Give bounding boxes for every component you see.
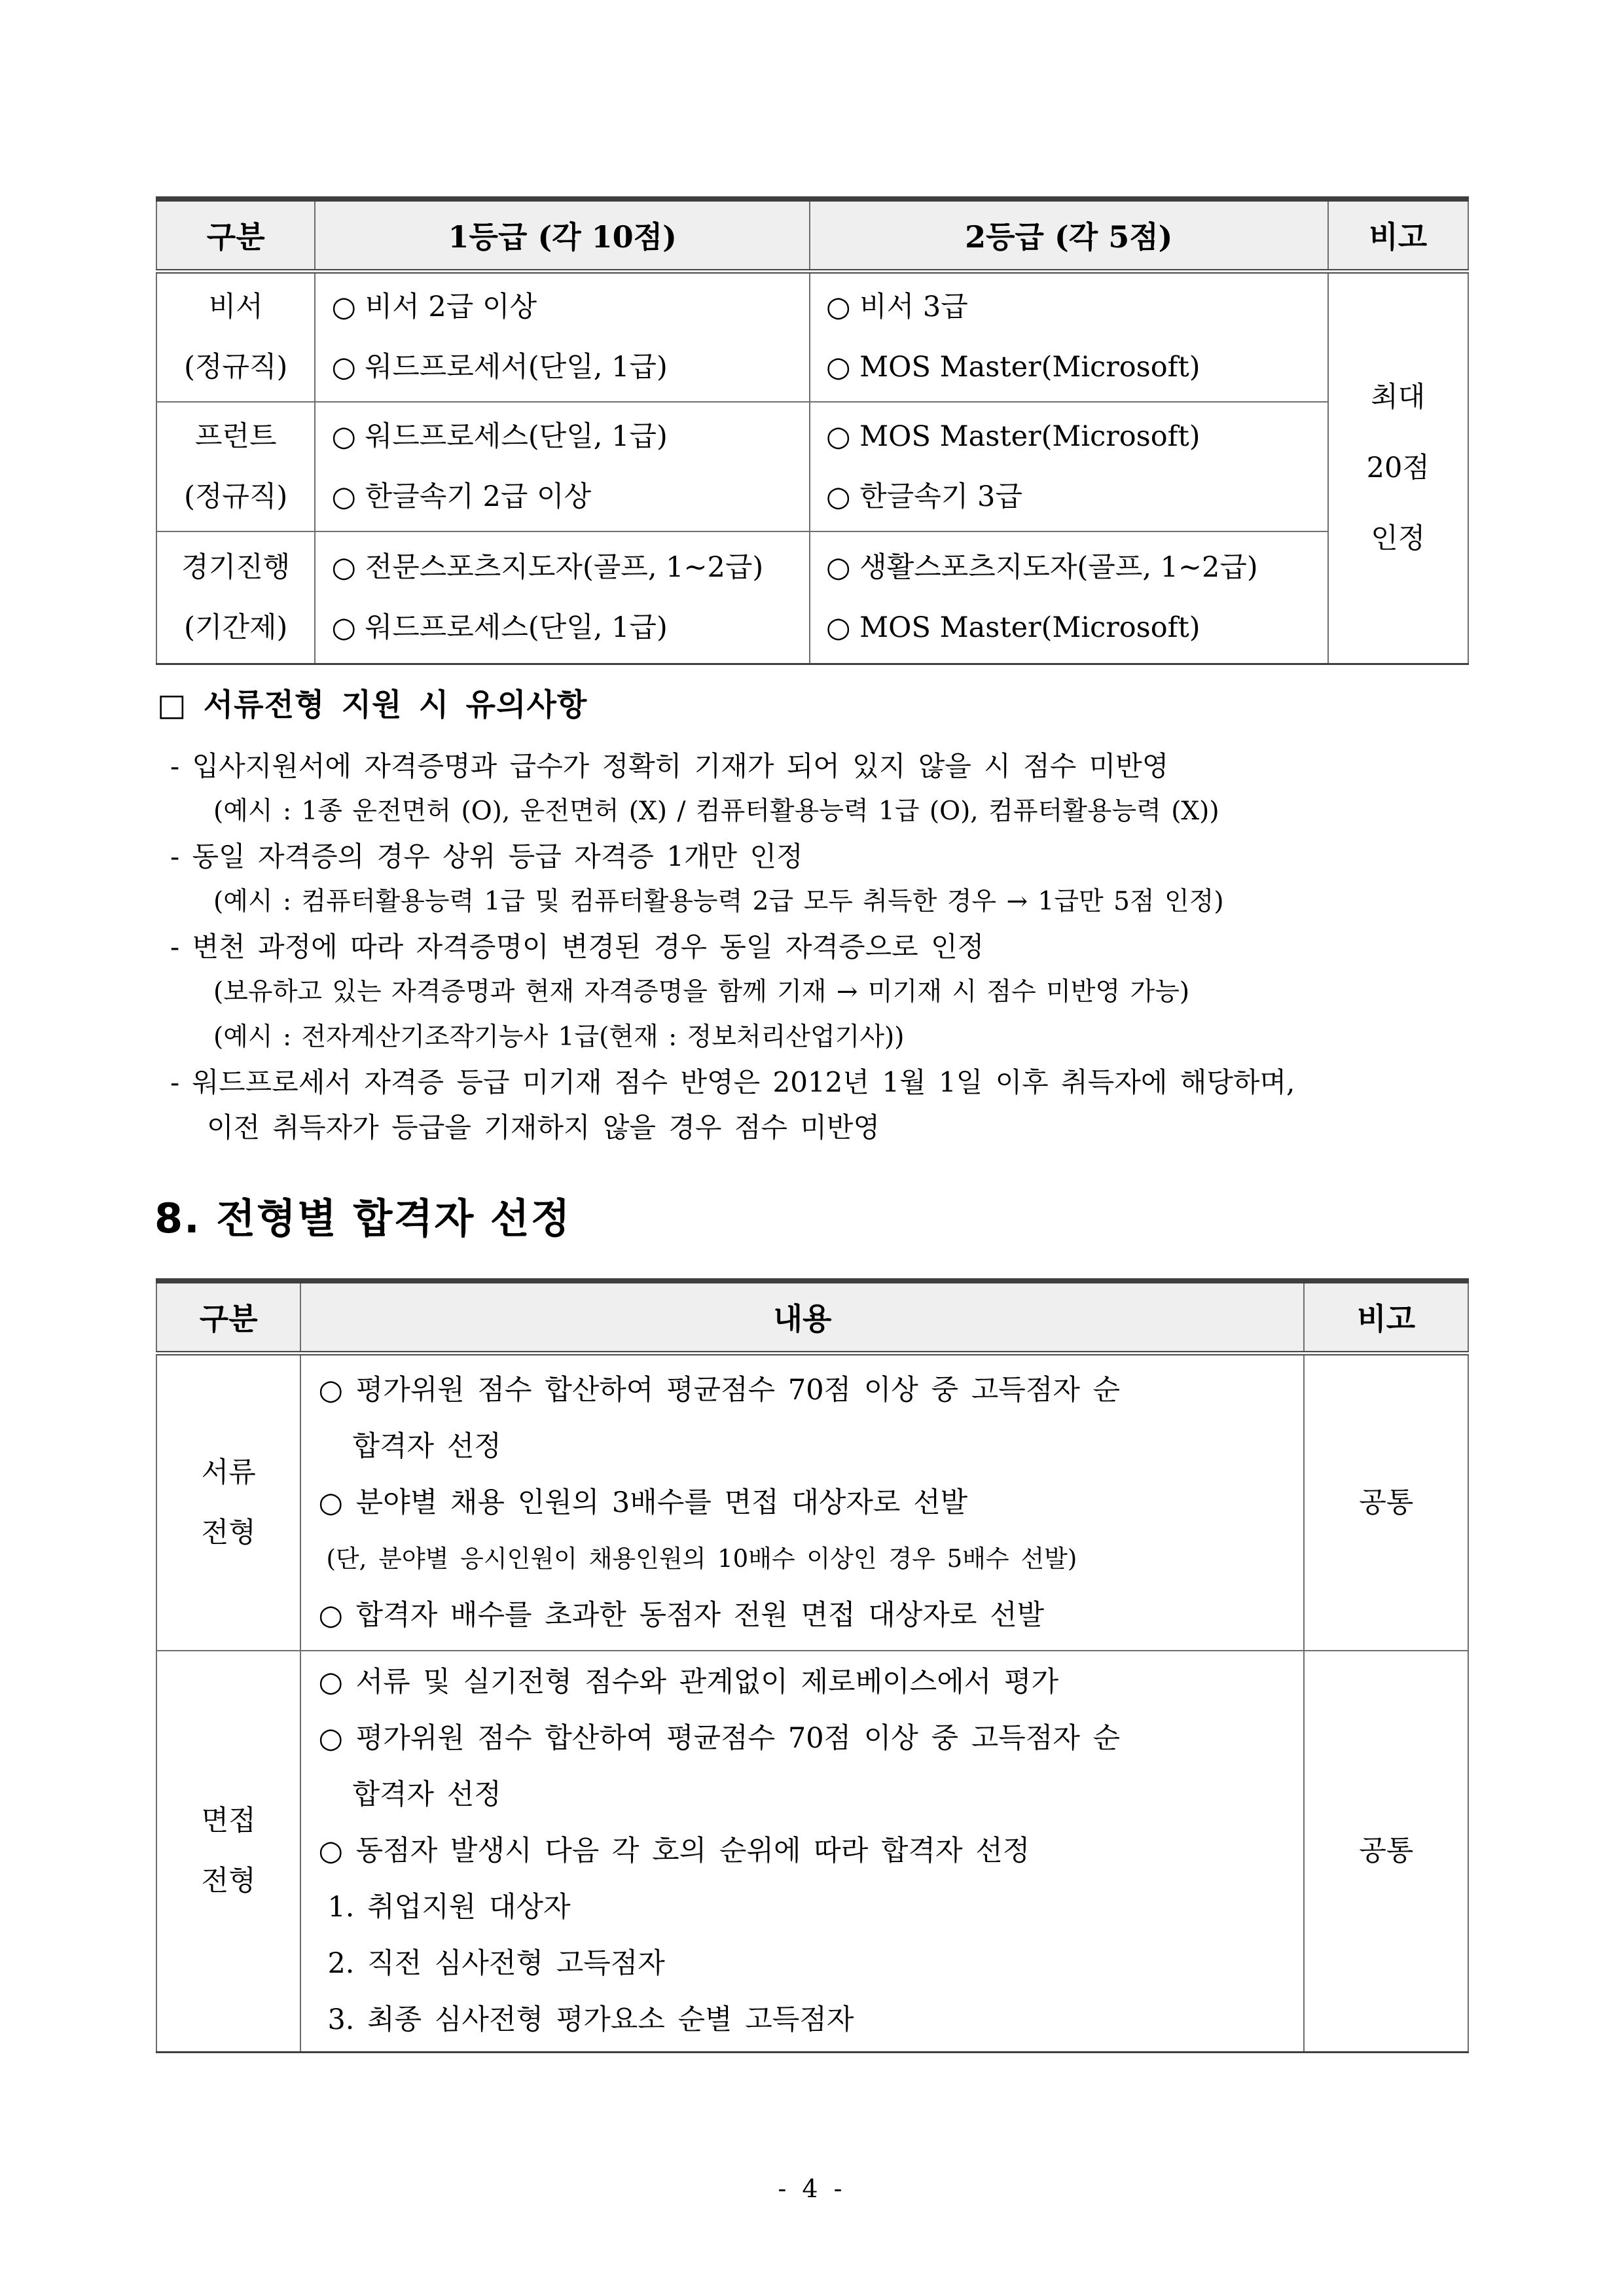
category-cell: 비서 (정규직) <box>156 271 315 402</box>
notice-line: (보유하고 있는 자격증명과 현재 자격증명을 함께 기재 → 미기재 시 점수 미반영 가능) <box>213 977 1190 1007</box>
notice-title: □ 서류전형 지원 시 유의사항 <box>157 687 588 723</box>
category-cell: 경기진행 (기간제) <box>156 531 315 664</box>
grade2-cell: ○ 생활스포츠지도자(골프, 1~2급) ○ MOS Master(Microsoft) <box>810 531 1328 664</box>
notice-line: (예시 : 컴퓨터활용능력 1급 및 컴퓨터활용능력 2급 모두 취득한 경우 → 1급만 5점 인정) <box>213 887 1224 916</box>
table-row <box>156 1651 1468 2052</box>
selection-table-header-content: 내용 <box>300 1281 1304 1353</box>
table-row <box>156 531 1468 664</box>
content-cell: ○ 서류 및 실기전형 점수와 관계없이 제로베이스에서 평가 ○ 평가위원 점수 합산하여 평균점수 70점 이상 중 고득점자 순 합격자 선정 ○ 동점자 발생시 다음 각 호의 순위에 따라 합격자 선정 1. 취업지원 대상자 2. 직전 심사전형 고득점자 3. 최종 심사전형 평가요소 순별 고득점자 <box>300 1651 1304 2052</box>
category-cell: 면접 전형 <box>156 1651 300 2052</box>
grade-table-header-remark: 비고 <box>1328 199 1468 271</box>
category-cell: 서류 전형 <box>156 1353 300 1651</box>
grade-table-header-grade2: 2등급 (각 5점) <box>810 199 1328 271</box>
notice-line: - 동일 자격증의 경우 상위 등급 자격증 1개만 인정 <box>170 840 803 872</box>
remark-cell: 공통 <box>1304 1353 1468 1651</box>
grade2-cell: ○ MOS Master(Microsoft) ○ 한글속기 3급 <box>810 402 1328 531</box>
remark-cell: 공통 <box>1304 1651 1468 2052</box>
notice-line: - 입사지원서에 자격증명과 급수가 정확히 기재가 되어 있지 않을 시 점수 미반영 <box>170 750 1169 782</box>
selection-table-header-category: 구분 <box>156 1281 300 1353</box>
selection-table <box>156 1278 1469 2053</box>
table-row <box>156 402 1468 531</box>
table-row <box>156 271 1468 402</box>
table-row <box>156 1353 1468 1651</box>
section-heading: 8. 전형별 합격자 선정 <box>154 1194 571 1242</box>
notice-line: 이전 취득자가 등급을 기재하지 않을 경우 점수 미반영 <box>207 1111 880 1143</box>
notice-list <box>157 744 1479 1150</box>
notice-line: - 변천 과정에 따라 자격증명이 변경된 경우 동일 자격증으로 인정 <box>170 931 984 963</box>
notice-line: (예시 : 전자계산기조작기능사 1급(현재 : 정보처리산업기사)) <box>213 1022 905 1052</box>
page-number: - 4 - <box>778 2174 846 2203</box>
grade-table-header-category: 구분 <box>156 199 315 271</box>
grade-table <box>156 196 1469 665</box>
grade1-cell: ○ 워드프로세스(단일, 1급) ○ 한글속기 2급 이상 <box>315 402 810 531</box>
content-cell: ○ 평가위원 점수 합산하여 평균점수 70점 이상 중 고득점자 순 합격자 선정 ○ 분야별 채용 인원의 3배수를 면접 대상자로 선발 (단, 분야별 응시인원이 채용인원의 10배수 이상인 경우 5배수 선발) ○ 합격자 배수를 초과한 동점자 전원 면접 대상자로 선발 <box>300 1353 1304 1651</box>
selection-table-header-remark: 비고 <box>1304 1281 1468 1353</box>
remark-cell: 최대 20점 인정 <box>1328 271 1468 664</box>
grade-table-header-grade1: 1등급 (각 10점) <box>315 199 810 271</box>
category-cell: 프런트 (정규직) <box>156 402 315 531</box>
notice-line: (예시 : 1종 운전면허 (O), 운전면허 (X) / 컴퓨터활용능력 1급 (O), 컴퓨터활용능력 (X)) <box>213 797 1219 826</box>
grade1-cell: ○ 전문스포츠지도자(골프, 1~2급) ○ 워드프로세스(단일, 1급) <box>315 531 810 664</box>
grade-table-header-row <box>156 199 1468 271</box>
grade2-cell: ○ 비서 3급 ○ MOS Master(Microsoft) <box>810 271 1328 402</box>
notice-section <box>157 682 1479 1150</box>
selection-table-header-row <box>156 1281 1468 1353</box>
notice-line: - 워드프로세서 자격증 등급 미기재 점수 반영은 2012년 1월 1일 이후 취득자에 해당하며, <box>170 1066 1295 1098</box>
grade1-cell: ○ 비서 2급 이상 ○ 워드프로세서(단일, 1급) <box>315 271 810 402</box>
